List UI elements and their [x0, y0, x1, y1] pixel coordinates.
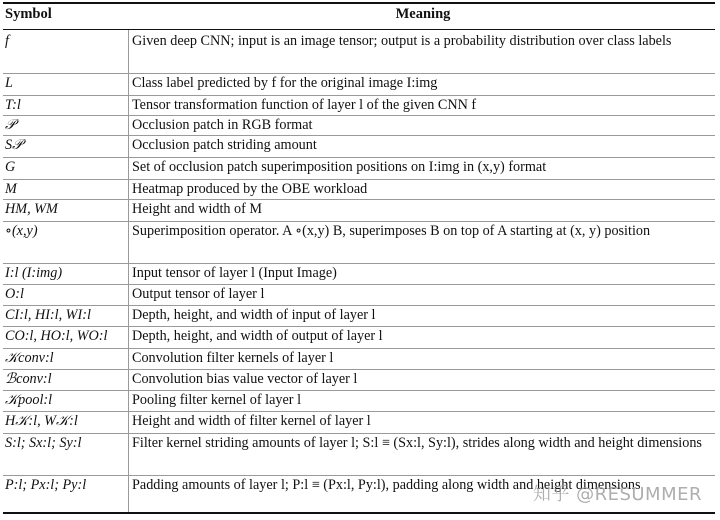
table-row	[3, 264, 715, 285]
row-meaning: Output tensor of layer l	[132, 286, 265, 302]
row-meaning: Set of occlusion patch superimposition positions on I:img in (x,y) format	[132, 159, 547, 175]
table-row	[3, 306, 715, 327]
row-symbol: P:l; Px:l; Py:l	[5, 477, 87, 493]
row-meaning: Filter kernel striding amounts of layer l; S:l ≡ (Sx:l, Sy:l), strides along width and height dimensions	[132, 435, 702, 451]
row-symbol: O:l	[5, 286, 24, 302]
table-row	[3, 285, 715, 306]
row-meaning: Depth, height, and width of input of layer l	[132, 307, 376, 323]
table-row	[3, 434, 715, 476]
row-symbol: M	[5, 181, 17, 197]
table-row	[3, 96, 715, 116]
table-row	[3, 222, 715, 264]
row-symbol: ℬconv:l	[5, 371, 52, 387]
row-meaning: Class label predicted by f for the original image I:img	[132, 75, 438, 91]
row-symbol: L	[5, 75, 13, 91]
row-meaning: Padding amounts of layer l; P:l ≡ (Px:l, Py:l), padding along width and height dimensions	[132, 477, 641, 493]
row-symbol: f	[5, 33, 9, 49]
row-meaning: Given deep CNN; input is an image tensor; output is a probability distribution over class labels	[132, 33, 672, 49]
table-row	[3, 327, 715, 349]
table-row	[3, 200, 715, 222]
row-meaning: Convolution filter kernels of layer l	[132, 350, 334, 366]
table-row	[3, 136, 715, 158]
table-row	[3, 370, 715, 391]
row-meaning: Input tensor of layer l (Input Image)	[132, 265, 337, 281]
table-row	[3, 412, 715, 434]
row-meaning: Depth, height, and width of output of layer l	[132, 328, 383, 344]
row-symbol: ∘(x,y)	[5, 223, 38, 239]
table-row	[3, 74, 715, 96]
row-symbol: H𝒦:l, W𝒦:l	[5, 413, 78, 429]
row-meaning: Tensor transformation function of layer l of the given CNN f	[132, 97, 477, 113]
row-symbol: HM, WM	[5, 201, 58, 217]
table-row	[3, 180, 715, 200]
header-rule	[3, 29, 715, 30]
table-row	[3, 158, 715, 180]
row-symbol: T:l	[5, 97, 21, 113]
row-symbol: S𝒫	[5, 137, 23, 153]
row-symbol: I:l (I:img)	[5, 265, 63, 281]
table-row	[3, 116, 715, 136]
row-meaning: Occlusion patch in RGB format	[132, 117, 313, 133]
row-meaning: Occlusion patch striding amount	[132, 137, 317, 153]
row-meaning: Height and width of filter kernel of layer l	[132, 413, 371, 429]
row-meaning: Pooling filter kernel of layer l	[132, 392, 302, 408]
row-meaning: Height and width of M	[132, 201, 263, 217]
row-meaning: Superimposition operator. A ∘(x,y) B, superimposes B on top of A starting at (x, y) position	[132, 223, 651, 239]
row-symbol: S:l; Sx:l; Sy:l	[5, 435, 82, 451]
table-row	[3, 391, 715, 412]
row-symbol: CO:l, HO:l, WO:l	[5, 328, 108, 344]
row-symbol: 𝒦pool:l	[5, 392, 53, 408]
row-symbol: 𝒫	[5, 117, 16, 133]
row-symbol: CI:l, HI:l, WI:l	[5, 307, 91, 323]
table-row	[3, 349, 715, 370]
row-symbol: 𝒦conv:l	[5, 350, 54, 366]
table-bottom-rule	[3, 512, 715, 514]
header-symbol: Symbol	[5, 6, 52, 22]
header-meaning: Meaning	[395, 6, 451, 22]
row-meaning: Heatmap produced by the OBE workload	[132, 181, 368, 197]
row-symbol: G	[5, 159, 16, 175]
watermark: 知乎 @RESUMMER	[532, 484, 702, 505]
table-row	[3, 32, 715, 74]
row-meaning: Convolution bias value vector of layer l	[132, 371, 358, 387]
table-top-rule	[3, 2, 715, 4]
